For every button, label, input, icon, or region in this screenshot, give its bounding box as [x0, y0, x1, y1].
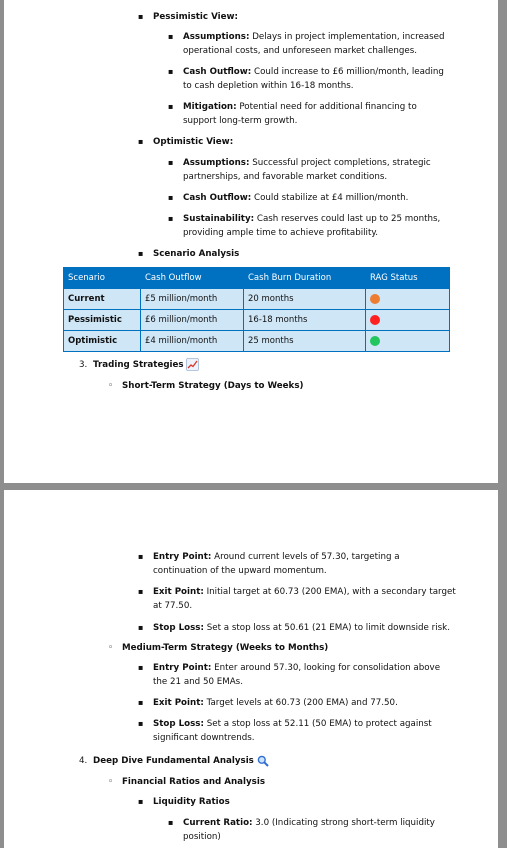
financial-ratios-heading: Financial Ratios and Analysis [122, 777, 266, 787]
pessimistic-heading: Pessimistic View: [153, 12, 239, 22]
circle-bullet: ◦ [108, 381, 114, 391]
document-page-2 [4, 490, 498, 848]
bullet: ▪ [168, 67, 174, 76]
optimistic-heading: Optimistic View: [153, 137, 234, 147]
cell-rag [366, 331, 450, 352]
bullet: ▪ [168, 102, 174, 111]
rag-status-dot [370, 294, 380, 304]
m-exit-point-line1: Exit Point: Target levels at 60.73 (200 EMA) and 77.50. [153, 698, 398, 708]
magnifying-glass-icon [257, 755, 269, 767]
opt-assumptions-line2: partnerships, and favorable market conditions. [183, 172, 388, 182]
cell-scenario: Optimistic [64, 331, 141, 352]
circle-bullet: ◦ [108, 643, 114, 653]
pess-assumptions-line2: operational costs, and unforeseen market challenges. [183, 46, 418, 56]
document-page-1 [4, 0, 498, 483]
opt-cashout-line1: Cash Outflow: Could stabilize at £4 million/month. [183, 193, 409, 203]
pess-mitigation-line2: support long-term growth. [183, 116, 298, 126]
chart-increasing-icon [186, 358, 199, 371]
bullet: ▪ [138, 623, 144, 632]
cell-rag [366, 289, 450, 310]
short-term-heading: Short-Term Strategy (Days to Weeks) [122, 381, 304, 391]
cell-scenario: Pessimistic [64, 310, 141, 331]
bullet: ▪ [168, 158, 174, 167]
bullet: ▪ [168, 32, 174, 41]
opt-sustain-line2: providing ample time to achieve profitability. [183, 228, 379, 238]
scenario-table [63, 267, 450, 352]
pess-assumptions-line1: Assumptions: Delays in project implementation, increased [183, 32, 445, 42]
rag-status-dot [370, 315, 380, 325]
m-entry-point-line1: Entry Point: Enter around 57.30, looking for consolidation above [153, 663, 441, 673]
opt-assumptions-line1: Assumptions: Successful project completions, strategic [183, 158, 431, 168]
bullet: ▪ [138, 797, 144, 806]
bullet: ▪ [138, 663, 144, 672]
exit-point-line1: Exit Point: Initial target at 60.73 (200 EMA), with a secondary target [153, 587, 456, 597]
cell-outflow: £5 million/month [141, 289, 244, 310]
cell-duration: 20 months [244, 289, 366, 310]
col-header-rag-status: RAG Status [366, 268, 450, 289]
table-row [64, 310, 450, 331]
stop-loss-line1: Stop Loss: Set a stop loss at 50.61 (21 EMA) to limit downside risk. [153, 623, 450, 633]
bullet: ▪ [168, 214, 174, 223]
cell-duration: 16-18 months [244, 310, 366, 331]
deep-dive-number: 4. [79, 756, 88, 766]
current-ratio-line1: Current Ratio: 3.0 (Indicating strong short-term liquidity [183, 818, 435, 828]
cell-duration: 25 months [244, 331, 366, 352]
current-ratio-line2: position) [183, 832, 221, 842]
m-stop-loss-line2: significant downtrends. [153, 733, 255, 743]
entry-point-line2: continuation of the upward momentum. [153, 566, 327, 576]
bullet: ▪ [168, 193, 174, 202]
cell-outflow: £6 million/month [141, 310, 244, 331]
m-stop-loss-line1: Stop Loss: Set a stop loss at 52.11 (50 EMA) to protect against [153, 719, 432, 729]
bullet: ▪ [138, 698, 144, 707]
exit-point-line2: at 77.50. [153, 601, 193, 611]
table-row [64, 289, 450, 310]
bullet: ▪ [138, 587, 144, 596]
deep-dive-heading: Deep Dive Fundamental Analysis [93, 754, 269, 768]
circle-bullet: ◦ [108, 777, 114, 787]
cell-rag [366, 310, 450, 331]
col-header-scenario: Scenario [64, 268, 141, 289]
rag-status-dot [370, 336, 380, 346]
opt-sustain-line1: Sustainability: Cash reserves could last up to 25 months, [183, 214, 441, 224]
bullet: ▪ [138, 137, 144, 146]
trading-strategies-heading: Trading Strategies [93, 358, 199, 372]
table-row [64, 331, 450, 352]
col-header-cash-burn: Cash Burn Duration [244, 268, 366, 289]
trading-number: 3. [79, 360, 88, 370]
liquidity-ratios-heading: Liquidity Ratios [153, 797, 230, 807]
scenario-analysis-heading: Scenario Analysis [153, 249, 240, 259]
pess-cashout-line1: Cash Outflow: Could increase to £6 million/month, leading [183, 67, 444, 77]
bullet: ▪ [168, 818, 174, 827]
medium-term-heading: Medium-Term Strategy (Weeks to Months) [122, 643, 329, 653]
bullet: ▪ [138, 552, 144, 561]
table-header-row [64, 268, 450, 289]
bullet: ▪ [138, 719, 144, 728]
m-entry-point-line2: the 21 and 50 EMAs. [153, 677, 243, 687]
col-header-cash-outflow: Cash Outflow [141, 268, 244, 289]
pess-cashout-line2: to cash depletion within 16-18 months. [183, 81, 354, 91]
bullet: ▪ [138, 249, 144, 258]
bullet: ▪ [138, 12, 144, 21]
pess-mitigation-line1: Mitigation: Potential need for additional financing to [183, 102, 417, 112]
cell-outflow: £4 million/month [141, 331, 244, 352]
cell-scenario: Current [64, 289, 141, 310]
entry-point-line1: Entry Point: Around current levels of 57.30, targeting a [153, 552, 400, 562]
